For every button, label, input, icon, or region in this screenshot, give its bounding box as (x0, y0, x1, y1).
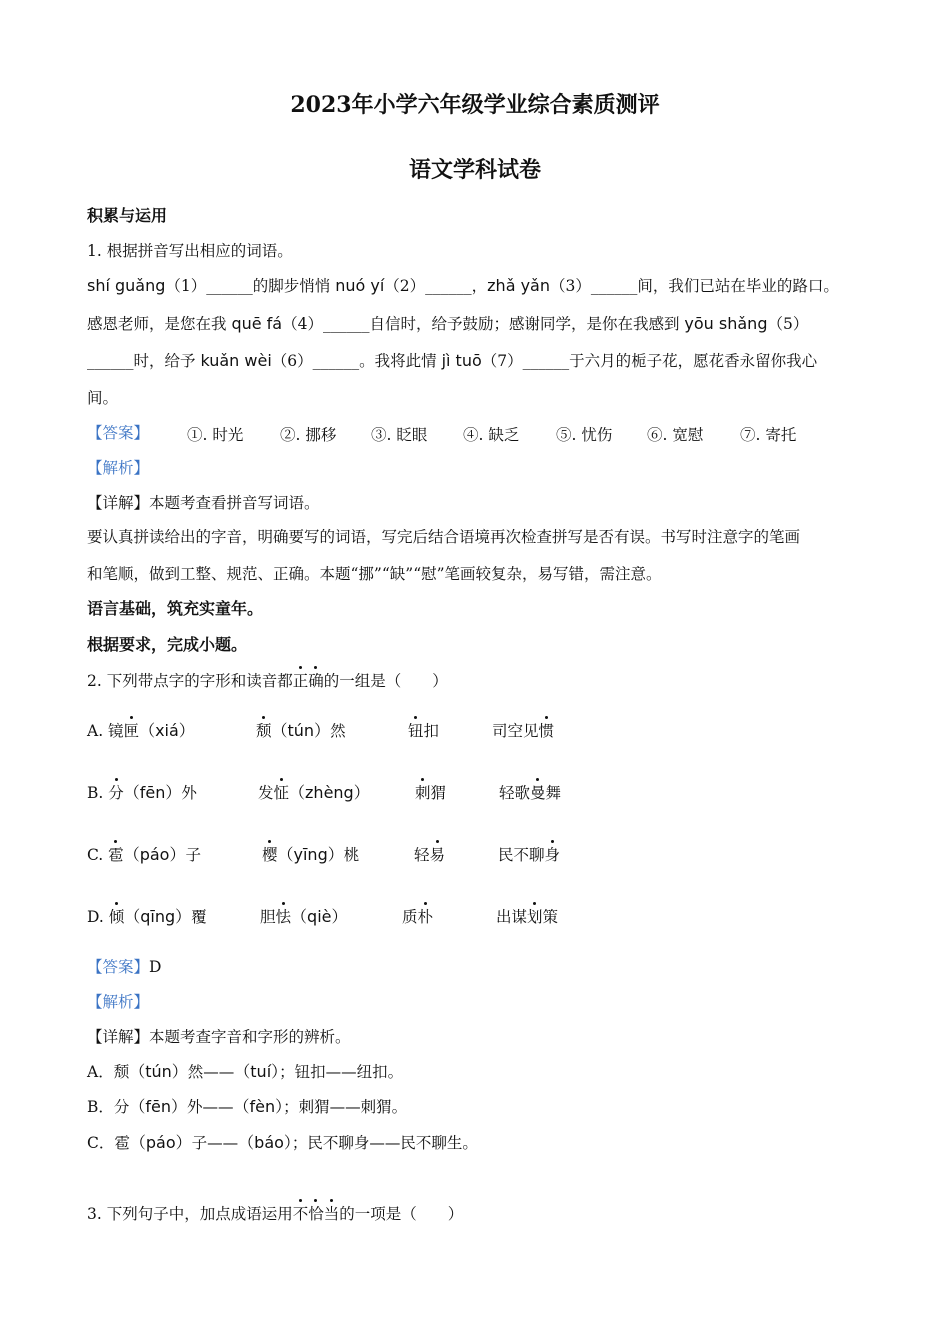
dotted-char: 当 (323, 1205, 340, 1223)
pinyin: （tuí） (234, 1062, 280, 1081)
text: 策 (542, 908, 559, 926)
text: （6）______。我将此情 (271, 352, 442, 370)
pinyin: nuó yí (335, 276, 385, 295)
dotted-char: 刺 (415, 784, 431, 802)
analysis-label: 【解析】 (87, 993, 150, 1011)
text: 覆 (191, 908, 207, 926)
text: 桃 (343, 846, 360, 864)
q1-line3 (87, 351, 817, 371)
text: 3. 下列句子中，加点成语运用 (87, 1205, 293, 1223)
text: B．分 (87, 1098, 130, 1116)
q1-line2 (87, 314, 808, 334)
answer-2: ②. 挪移 (280, 426, 337, 444)
text: ______时，给予 (87, 352, 201, 370)
option-d-word-3 (402, 907, 433, 927)
option-b-word-2 (258, 783, 370, 803)
text: ；民不聊身——民不聊生。 (291, 1134, 478, 1152)
explain-c (87, 1133, 478, 1153)
pinyin: （páo） (129, 1133, 192, 1152)
answer-label: 【答案】 (87, 958, 150, 976)
text: 质 (402, 908, 418, 926)
option-c-word-4 (498, 845, 560, 865)
dotted-char: 身 (544, 846, 561, 864)
detail-text-2: 和笔顺，做到工整、规范、正确。本题“挪”“缺”“慰”笔画较复杂，易写错，需注意。 (87, 565, 662, 583)
dotted-char: 匣 (123, 722, 140, 740)
q2-answer (87, 957, 161, 977)
text: 然 (330, 722, 346, 740)
text: 扣 (423, 722, 440, 740)
pinyin: （fēn） (123, 783, 182, 802)
text: （7）______于六月的栀子花，愿花香永留你我心 (481, 352, 818, 370)
q2-stem (87, 671, 448, 691)
detail: 【详解】本题考查字音和字形的辨析。 (87, 1028, 351, 1046)
dotted-char: 分 (108, 784, 124, 802)
text: 轻 (414, 846, 430, 864)
pinyin: （yīng） (277, 845, 344, 864)
pinyin: yōu shǎng (684, 314, 768, 333)
option-a-word-3 (408, 721, 439, 741)
answer-label: 【答案】 (87, 424, 150, 442)
explain-a (87, 1062, 403, 1082)
text: （2）______， (384, 277, 488, 295)
text: 2. 下列带点字的字形和读音都 (87, 672, 293, 690)
text: C. (87, 846, 109, 864)
pinyin: kuǎn wèi (200, 351, 272, 370)
option-a-word-4 (492, 721, 554, 741)
text: 民不聊 (498, 846, 545, 864)
text: （5） (767, 315, 809, 333)
option-b-word-3 (415, 783, 446, 803)
text: 发 (258, 784, 274, 802)
answer-4: ④. 缺乏 (463, 426, 520, 444)
exam-subtitle: 语文学科试卷 (408, 157, 541, 183)
text: 胆 (260, 908, 276, 926)
text: 舞 (545, 784, 562, 802)
q3-stem (87, 1204, 463, 1224)
text: ；刺猬——刺猬。 (283, 1098, 408, 1116)
option-c-word-1 (87, 845, 201, 865)
dotted-char: 颓 (256, 722, 272, 740)
option-d-word-1 (87, 907, 207, 927)
text: 感恩老师，是您在我 (87, 315, 232, 333)
text: （4）______自信时，给予鼓励；感谢同学，是你在我感到 (282, 315, 685, 333)
pinyin: （fēn） (129, 1097, 188, 1116)
dotted-char: 樱 (262, 846, 278, 864)
dotted-char: 倾 (108, 908, 125, 926)
pinyin: （báo） (238, 1133, 292, 1152)
text: 外 (181, 784, 197, 802)
text: 猬 (430, 784, 447, 802)
text: 子—— (191, 1134, 239, 1152)
pinyin: （fèn） (233, 1097, 284, 1116)
text: B. (87, 784, 109, 802)
option-d-word-4 (496, 907, 558, 927)
answer-7: ⑦. 寄托 (740, 426, 797, 444)
answer-3: ③. 眨眼 (371, 426, 428, 444)
dotted-char: 怯 (275, 908, 292, 926)
text: 司空见 (492, 722, 539, 740)
answer-1: ①. 时光 (187, 426, 244, 444)
dotted-char: 朴 (417, 908, 434, 926)
pinyin: （tún） (271, 721, 331, 740)
analysis-label: 【解析】 (87, 459, 150, 477)
pinyin: （páo） (123, 845, 186, 864)
dotted-char: 恰 (308, 1205, 324, 1223)
text: 的一组是（ ） (323, 672, 448, 690)
q1-answer-row (87, 423, 149, 443)
pinyin: zhǎ yǎn (487, 276, 550, 295)
q1-line1 (87, 276, 839, 296)
pinyin: （xiá） (139, 721, 195, 740)
pinyin: jì tuō (441, 351, 482, 370)
dotted-char: 曼 (530, 784, 546, 802)
option-b-word-4 (499, 783, 561, 803)
text: 的一项是（ ） (339, 1205, 464, 1223)
dotted-char: 确 (308, 672, 324, 690)
text: （1）______的脚步悄悄 (165, 277, 336, 295)
dotted-char: 钮 (408, 722, 424, 740)
heading-language: 语言基础，筑充实童年。 (87, 599, 264, 618)
dotted-char: 易 (429, 846, 446, 864)
explain-b (87, 1097, 407, 1117)
detail: 【详解】本题考查看拼音写词语。 (87, 494, 320, 512)
answer-5: ⑤. 忧伤 (556, 426, 613, 444)
dotted-char: 不 (292, 1205, 309, 1223)
option-c-word-2 (262, 845, 359, 865)
pinyin: shí guǎng (87, 276, 166, 295)
text: A．颓 (87, 1063, 130, 1081)
text: 外—— (187, 1098, 234, 1116)
text: D. (87, 908, 109, 926)
option-a-word-1 (87, 721, 195, 741)
dotted-char: 怔 (273, 784, 290, 802)
q1-line4: 间。 (87, 389, 119, 407)
option-c-word-3 (414, 845, 445, 865)
pinyin: （tún） (129, 1062, 188, 1081)
text: 轻歌 (499, 784, 531, 802)
dotted-char: 划 (527, 908, 543, 926)
dotted-char: 正 (292, 672, 309, 690)
option-b-word-1 (87, 783, 197, 803)
dotted-char: 雹 (108, 846, 124, 864)
text: C．雹 (87, 1134, 130, 1152)
text: 子 (185, 846, 201, 864)
option-a-word-2 (256, 721, 346, 741)
pinyin: quē fá (231, 314, 283, 333)
pinyin: （qiè） (291, 907, 348, 926)
detail-text-1: 要认真拼读给出的字音，明确要写的词语，写完后结合语境再次检查拼写是否有误。书写时注意字的笔画 (87, 528, 801, 546)
exam-title: 2023年小学六年级学业综合素质测评 (290, 92, 660, 118)
heading-instructions: 根据要求，完成小题。 (87, 635, 248, 654)
text: A. 镜 (87, 722, 124, 740)
q1-stem: 1. 根据拼音写出相应的词语。 (87, 242, 293, 260)
pinyin: （zhèng） (289, 783, 370, 802)
option-d-word-2 (260, 907, 347, 927)
text: ；钮扣——纽扣。 (279, 1063, 404, 1081)
section-heading: 积累与运用 (87, 206, 168, 225)
pinyin: （qīng） (124, 907, 192, 926)
dotted-char: 惯 (538, 722, 555, 740)
text: 然—— (187, 1063, 235, 1081)
text: （3）______间，我们已站在毕业的路口。 (550, 277, 839, 295)
answer-6: ⑥. 宽慰 (647, 426, 704, 444)
text: 出谋 (496, 908, 528, 926)
answer-value: D (149, 958, 162, 976)
